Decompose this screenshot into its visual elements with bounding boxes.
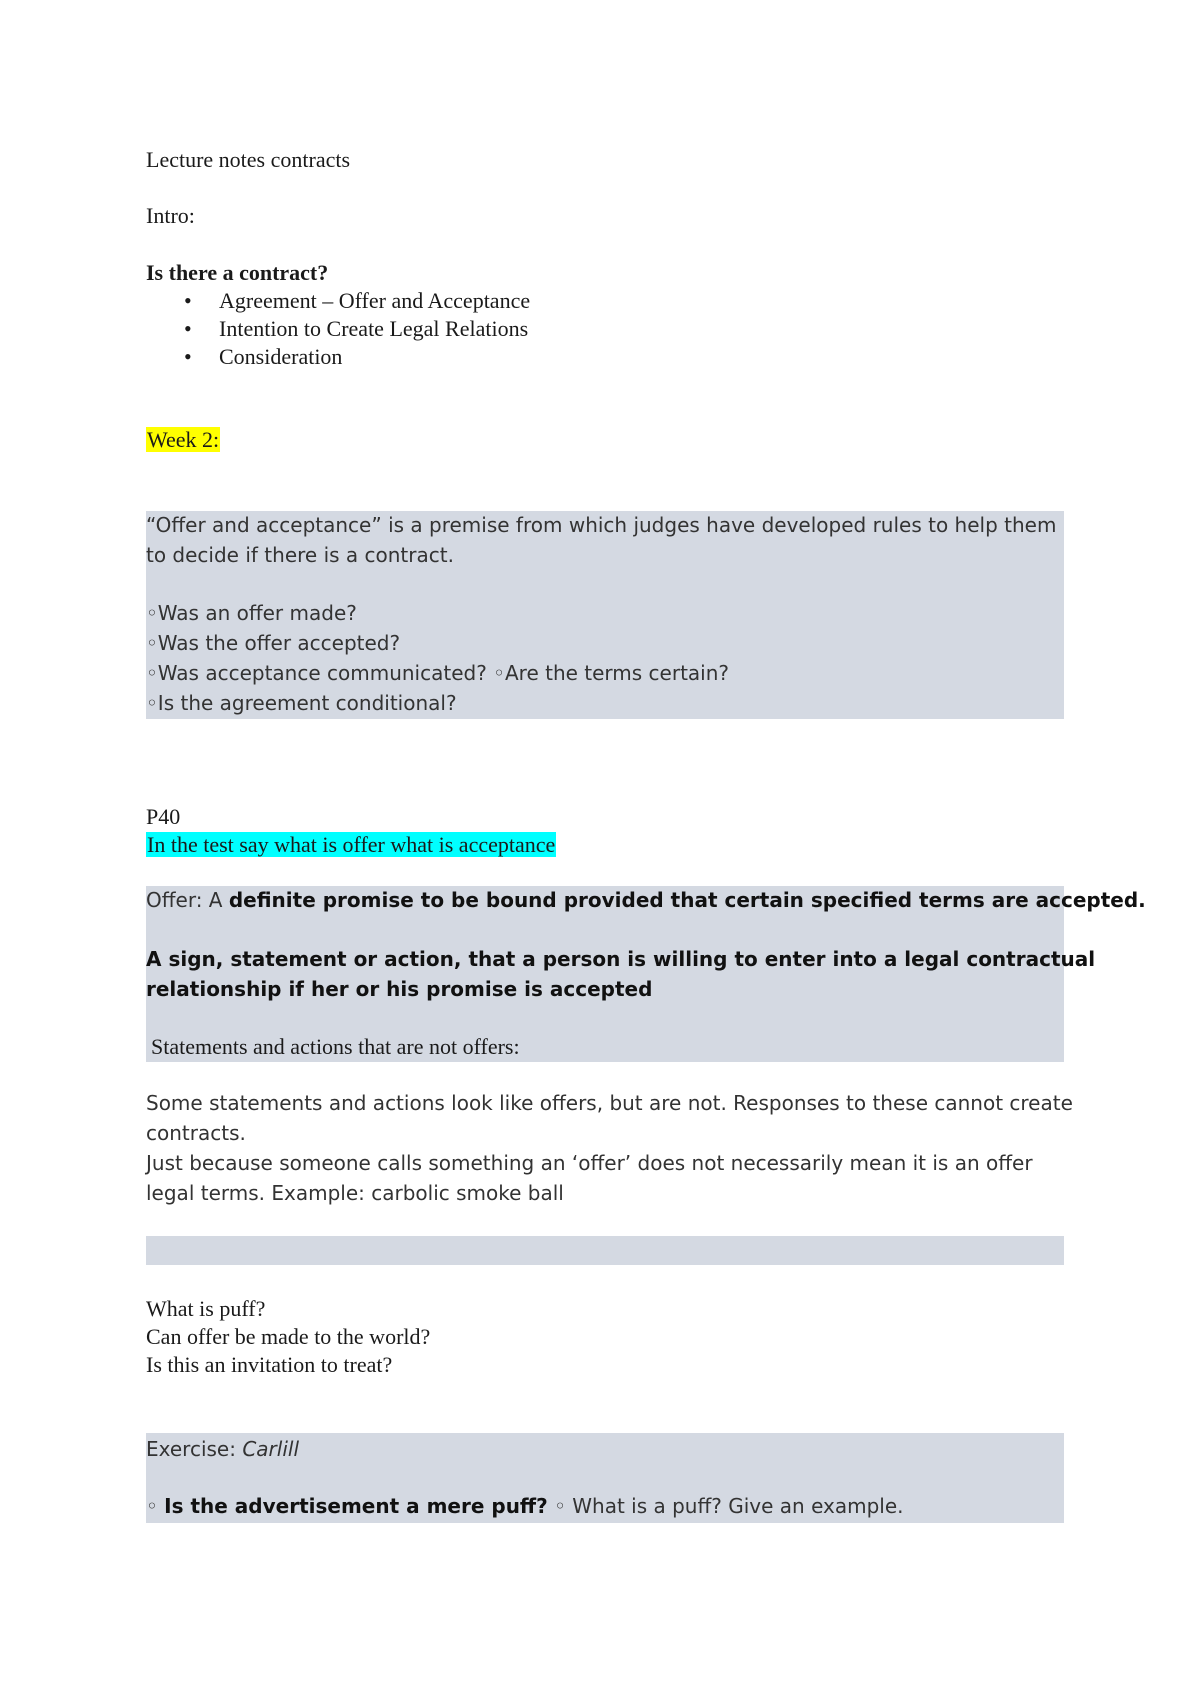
exercise-heading <box>146 1437 299 1461</box>
not-offers-line-4: legal terms. Example: carbolic smoke ball <box>146 1181 564 1205</box>
offer-acceptance-intro-1: “Offer and acceptance” is a premise from which judges have developed rules to help them <box>146 513 1057 537</box>
offer-sign-line-2: relationship if her or his promise is accepted <box>146 977 653 1001</box>
intro-label: Intro: <box>146 203 195 228</box>
question-item: ◦Was acceptance communicated? ◦Are the terms certain? <box>146 661 730 685</box>
exercise-q1: Is the advertisement a mere puff? <box>164 1494 548 1518</box>
week-label <box>146 427 220 453</box>
test-note-text: In the test say what is offer what is acceptance <box>147 832 556 857</box>
not-offers-line-3: Just because someone calls something an ‘offer’ does not necessarily mean it is an offer <box>146 1151 1033 1175</box>
question-item: ◦Is the agreement conditional? <box>146 691 457 715</box>
bullet-icon: • <box>184 344 192 369</box>
question-invitation: Is this an invitation to treat? <box>146 1352 393 1377</box>
page-reference: P40 <box>146 804 181 829</box>
exercise-q2: ◦ What is a puff? Give an example. <box>547 1494 904 1518</box>
exercise-questions <box>146 1494 904 1518</box>
bullet-icon: • <box>184 288 192 313</box>
not-offers-line-2: contracts. <box>146 1121 246 1145</box>
test-note <box>146 832 556 858</box>
offer-definition <box>146 888 1146 912</box>
empty-shaded-bar <box>146 1236 1064 1265</box>
not-offers-label: Statements and actions that are not offers: <box>151 1034 520 1059</box>
list-item: Consideration <box>219 344 343 369</box>
document-title: Lecture notes contracts <box>146 147 351 172</box>
bullet-icon: • <box>184 316 192 341</box>
offer-label: Offer: A <box>146 888 229 912</box>
exercise-case: Carlill <box>242 1437 299 1461</box>
list-item: Agreement – Offer and Acceptance <box>219 288 531 313</box>
question-world: Can offer be made to the world? <box>146 1324 431 1349</box>
offer-sign-line-1: A sign, statement or action, that a person is willing to enter into a legal contractual <box>146 947 1096 971</box>
not-offers-line-1: Some statements and actions look like offers, but are not. Responses to these cannot create <box>146 1091 1073 1115</box>
question-item: ◦Was an offer made? <box>146 601 357 625</box>
question-puff: What is puff? <box>146 1296 266 1321</box>
week-label-text: Week 2: <box>147 427 220 452</box>
offer-definition-text: definite promise to be bound provided that certain specified terms are accepted. <box>228 888 1146 912</box>
question-item: ◦Was the offer accepted? <box>146 631 401 655</box>
contract-heading: Is there a contract? <box>146 260 329 285</box>
exercise-q1-prefix: ◦ <box>146 1494 165 1518</box>
exercise-label: Exercise: <box>146 1437 243 1461</box>
offer-acceptance-intro-2: to decide if there is a contract. <box>146 543 454 567</box>
list-item: Intention to Create Legal Relations <box>219 316 529 341</box>
